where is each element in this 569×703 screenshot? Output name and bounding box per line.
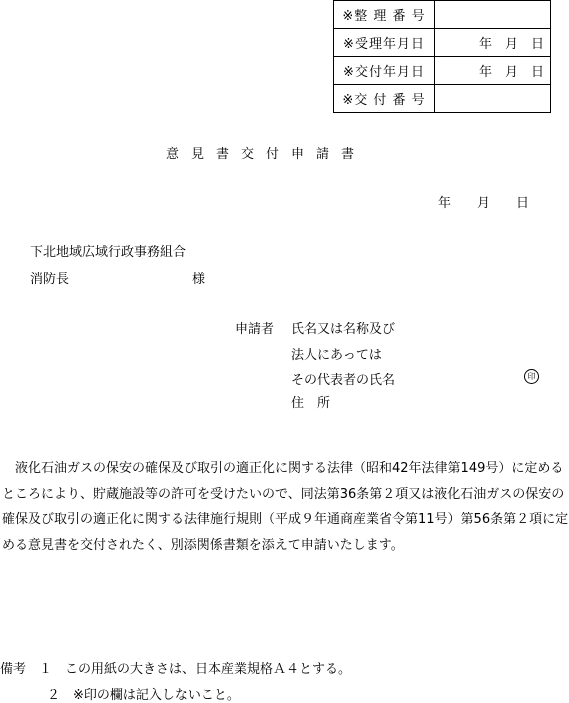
table-cell-value <box>435 1 551 29</box>
table-cell-label: ※交 付 番 号 <box>334 85 435 113</box>
applicant-field-representative: その代表者の氏名 <box>291 373 396 388</box>
seal-mark-icon: 印 <box>524 369 539 384</box>
addressee-title: 消防長 <box>30 272 70 287</box>
office-use-table <box>333 0 551 113</box>
table-cell-value: 年 月 日 <box>435 29 551 57</box>
applicant-field-corporate: 法人にあっては <box>291 348 382 363</box>
table-cell-label: ※整 理 番 号 <box>334 1 435 29</box>
application-date: 年 月 日 <box>438 196 530 211</box>
application-body-text: 液化石油ガスの保安の確保及び取引の適正化に関する法律（昭和42年法律第149号）に定めるところにより、貯蔵施設等の許可を受けたいので、同法第36条第２項又は液化石油ガスの保安の確保及び取引の適正化に関する法律施行規則（平成９年通商産業省令第11号）第56条第２項に定める意見書を交付されたく、別添関係書類を添えて申請いたします。 <box>2 461 569 553</box>
applicant-field-address: 住 所 <box>291 396 331 411</box>
table-row <box>334 57 551 85</box>
applicant-label: 申請者 <box>235 322 275 337</box>
addressee-organization: 下北地域広域行政事務組合 <box>30 245 187 260</box>
table-cell-label: ※交付年月日 <box>334 57 435 85</box>
table-cell-value <box>435 85 551 113</box>
table-row <box>334 1 551 29</box>
table-row <box>334 29 551 57</box>
table-cell-value: 年 月 日 <box>435 57 551 85</box>
document-title: 意見書交付申請書 <box>166 147 367 162</box>
table-cell-label: ※受理年月日 <box>334 29 435 57</box>
remarks-line-1: 備考 １ この用紙の大きさは、日本産業規格Ａ４とする。 <box>0 662 352 677</box>
addressee-honorific: 様 <box>192 272 206 287</box>
applicant-field-name: 氏名又は名称及び <box>291 322 396 337</box>
table-row <box>334 85 551 113</box>
remarks-line-2: ２ ※印の欄は記入しないこと。 <box>47 688 240 703</box>
